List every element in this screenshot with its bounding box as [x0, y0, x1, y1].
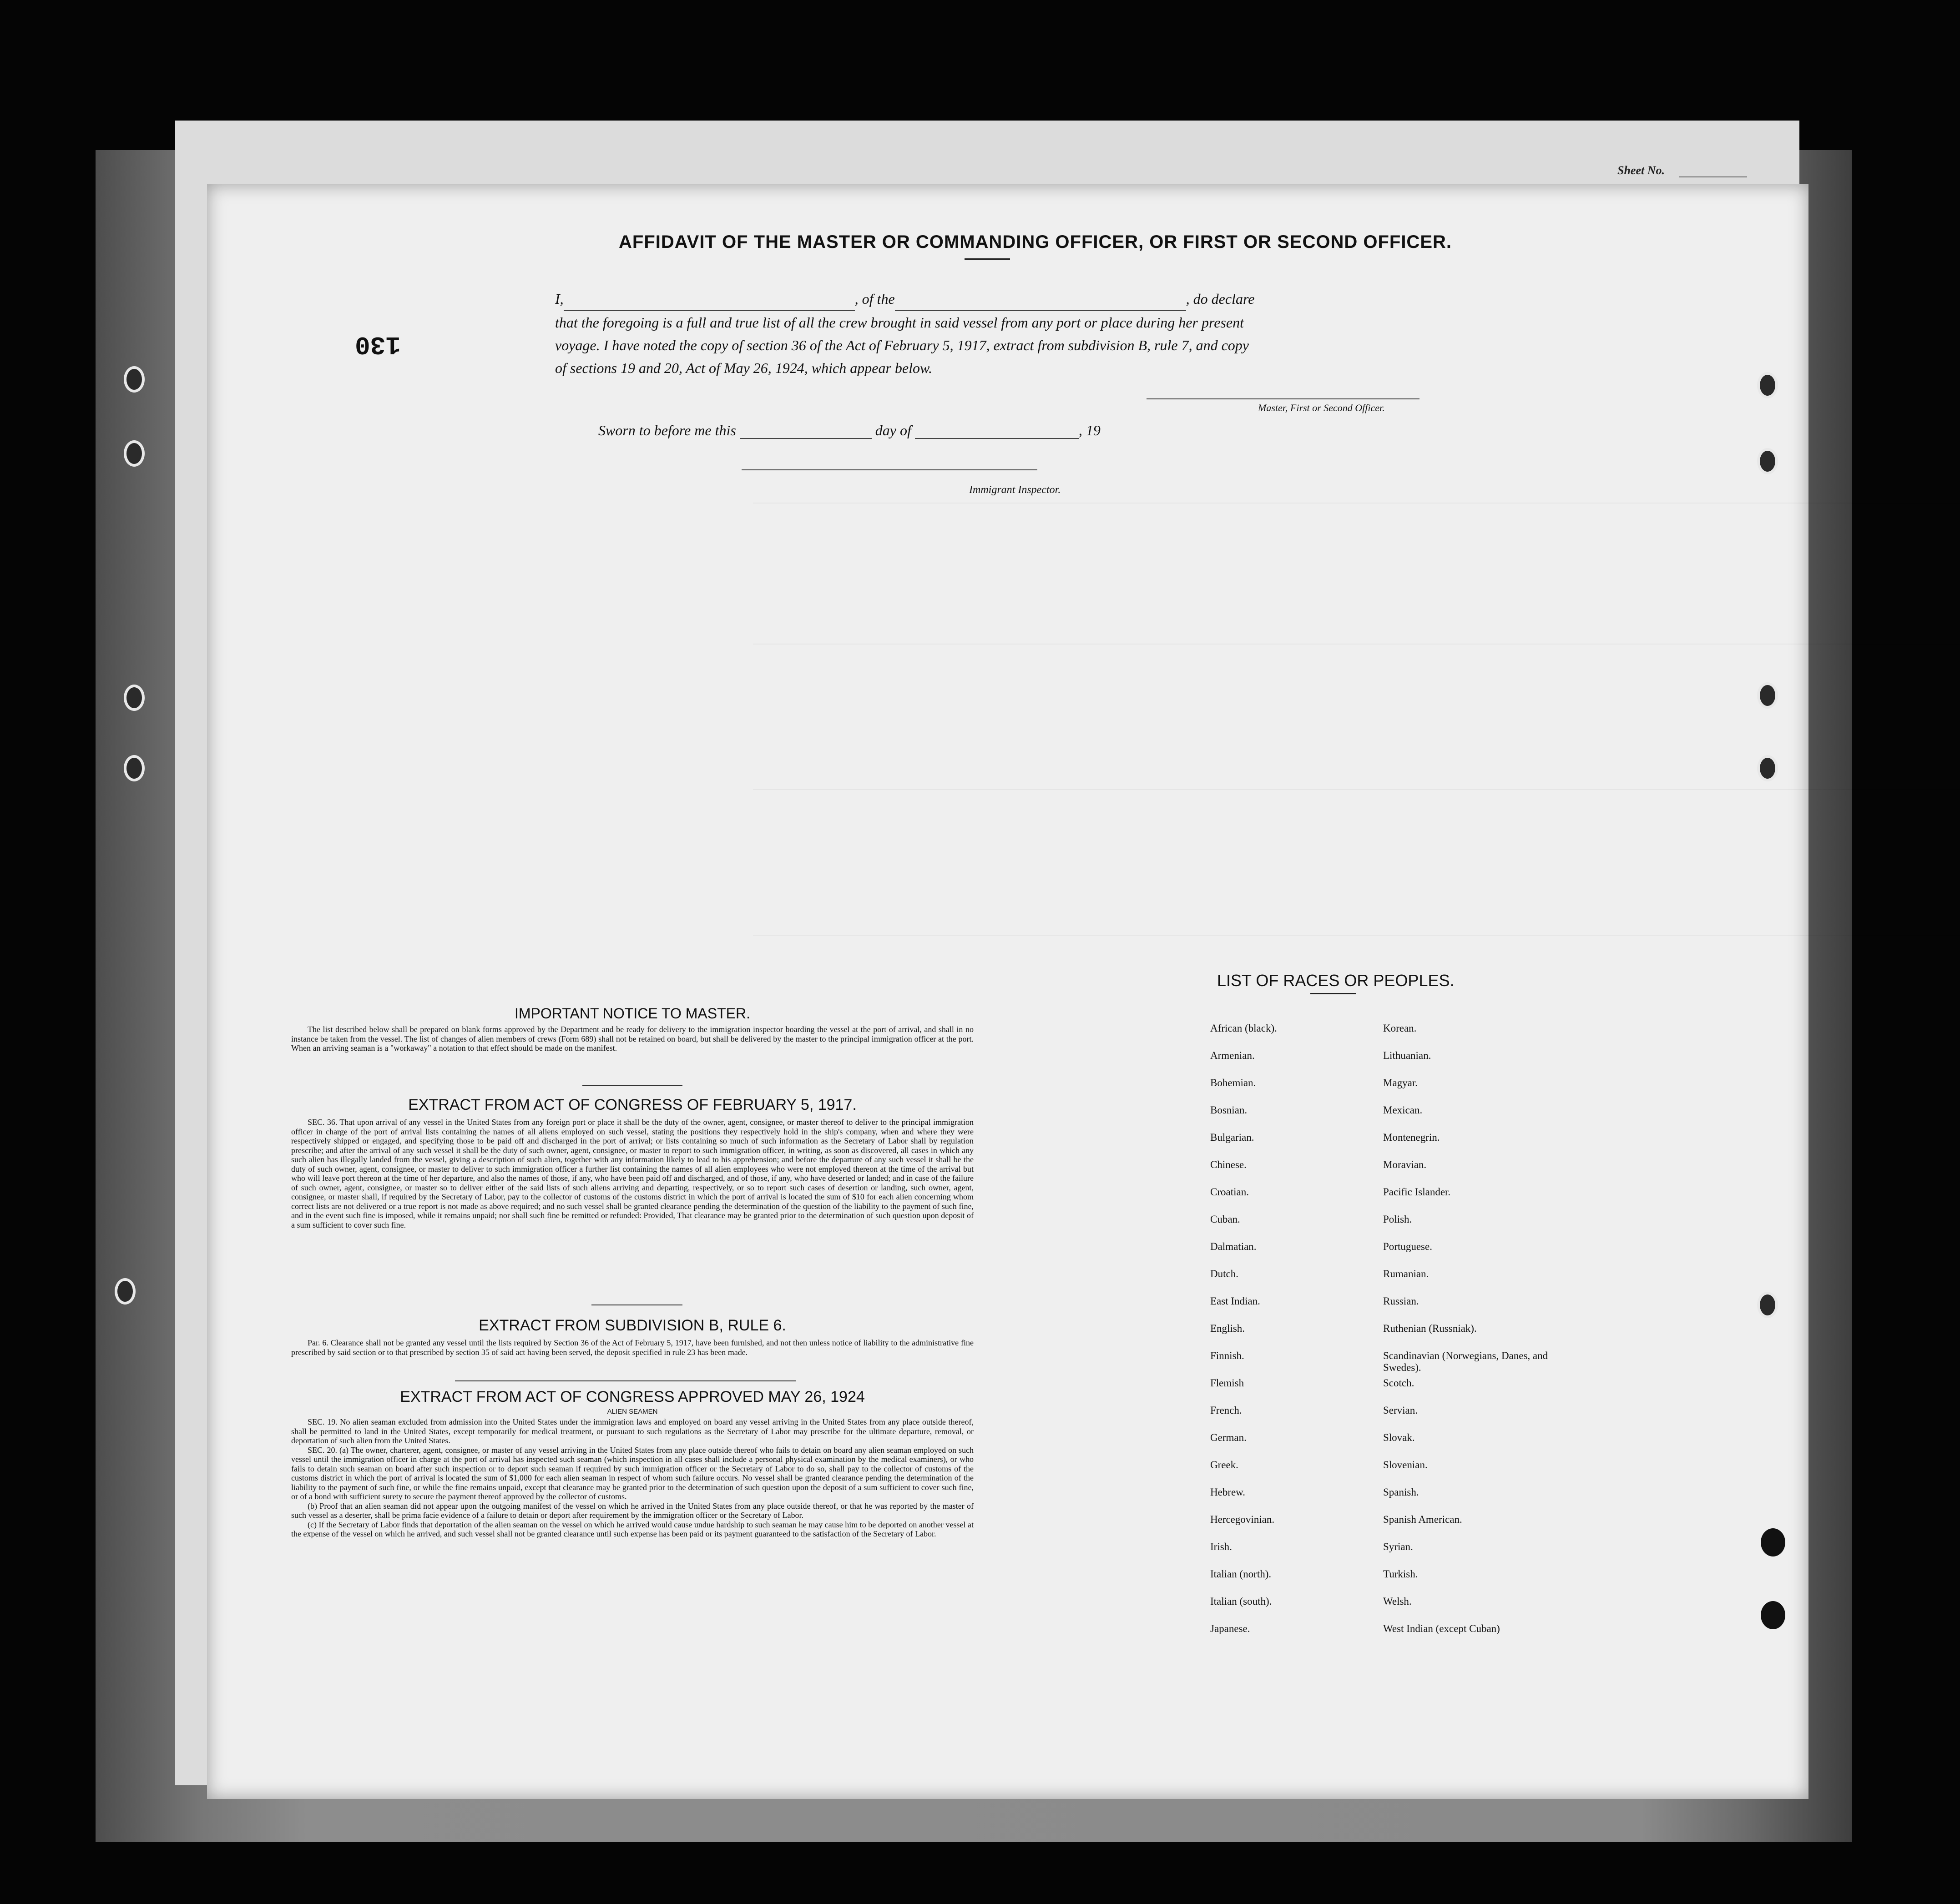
binder-hole — [1757, 682, 1778, 709]
race-item: Ruthenian (Russniak). — [1383, 1323, 1477, 1334]
race-item: African (black). — [1210, 1023, 1277, 1034]
affidavit-line-1 — [555, 287, 1492, 311]
race-item: Magyar. — [1383, 1077, 1418, 1088]
bleed-through-line — [753, 935, 1960, 936]
affidavit-text — [555, 287, 1492, 379]
races-left-column — [1201, 1023, 1392, 1650]
race-item: French. — [1210, 1405, 1242, 1416]
bleed-through-line — [753, 644, 1960, 645]
affidavit-line-4: of sections 19 and 20, Act of May 26, 1924, which appear below. — [555, 360, 932, 376]
race-item: Rumanian. — [1383, 1268, 1429, 1279]
race-item: Moravian. — [1383, 1159, 1427, 1170]
race-item: Italian (north). — [1210, 1568, 1272, 1580]
affidavit-of-the: , of the — [854, 291, 895, 307]
name-blank — [564, 287, 855, 311]
races-right-column — [1383, 1023, 1574, 1650]
race-item: Spanish American. — [1383, 1514, 1462, 1525]
races-title: LIST OF RACES OR PEOPLES. — [1217, 971, 1455, 990]
extract-1917-text: SEC. 36. That upon arrival of any vessel in the United States from any foreign port or place it shall be the duty of the owner, agent, consignee, or master thereof to deliver to the principal immigration officer in charge of the port of arrival lists containing the names of all aliens employed on such vessel, stating the positions they respectively hold in the ship's company, when and where they were respectively shipped or engaged, and specifying those to be paid off and discharged in the port of arrival; or lists containing so much of such information as the Secretary of Labor shall by regulation prescribe; and after the arrival of any such vessel it shall be the duty of such owner, agent, consignee, or master to report to such immigration officer, in writing, as soon as discovered, all cases in which any such alien has illegally landed from the vessel, giving a description of such alien, together with any information likely to lead to his apprehension; and before the departure of any such vessel it shall be the duty of such owner, agent, consignee, or master to deliver to such immigration officer a further list containing the names of all alien employees who were not employed thereon at the time of the arrival but who will leave port thereon at the time of her departure, and also the names of those, if any, who have been paid off and discharged, and of those, if any, who have deserted or landed; and in case of the failure of such owner, agent, consignee, or master so to deliver either of the said lists of such aliens arriving and departing, respectively, or so to report such cases of desertion or landing, such owner, agent, consignee, or master shall, if required by the Secretary of Labor, pay to the collector of customs of the customs district in which the port of arrival is located the sum of $10 for each alien concerning whom correct lists are not delivered or a true report is not made as above required; and no such vessel shall be granted clearance pending the determination of the question of the liability to the payment of such fine, and in the event such fine is imposed, while it remains unpaid; nor shall such fine be remitted or refunded: Provided, That clearance may be granted prior to the determination of such question upon deposit of a sum sufficient to cover such fine. — [291, 1118, 974, 1229]
race-item: Finnish. — [1210, 1350, 1244, 1361]
important-notice-title: IMPORTANT NOTICE TO MASTER. — [515, 1005, 750, 1022]
signature-line — [1147, 398, 1419, 399]
inspector-label: Immigrant Inspector. — [969, 484, 1061, 496]
sec-20c-text: (c) If the Secretary of Labor finds that deportation of the alien seaman on the vessel on which he arrived would cause undue hardship to such seaman he may cause him to be deported on another vessel at the expense of the vessel on which he arrived, and such vessel shall not be granted clearance until such expense has been paid or its payment guaranteed to the satisfaction of the Secretary of Labor. — [291, 1520, 974, 1538]
sec-20a-text: SEC. 20. (a) The owner, charterer, agent, consignee, or master of any vessel arriving in the United States from any place outside thereof who fails to detain on board any alien seaman employed on such vessel until the immigration officer in charge at the port of arrival has inspected such seaman (which inspection in all cases shall include a personal physical examination by the medical examiners), or who fails to detain such seaman on board after such inspection or to deport such seaman if required by such immigration officer or the Secretary of Labor to do so, shall pay to the collector of customs of the customs district in which the port of arrival is located the sum of $1,000 for each alien seaman in respect of whom such failure occurs. No vessel shall be granted clearance pending the determination of the liability to the payment of such fine, or while the fine remains unpaid, except that clearance may be granted prior to the determination of such question upon the deposit of a sum sufficient to cover such fine, or of a bond with sufficient surety to secure the payment thereof approved by the collector of customs. — [291, 1445, 974, 1501]
race-item: West Indian (except Cuban) — [1383, 1623, 1500, 1634]
section-divider — [582, 1085, 682, 1086]
extract-1917 — [291, 1096, 974, 1229]
important-notice-text: The list described below shall be prepared on blank forms approved by the Department and be ready for delivery to the immigration inspector boarding the vessel at the port of arrival, and shall in no instance be taken from the vessel. The list of changes of alien members of crews (Form 689) shall not be retained on board, but shall be delivered by the master to the principal immigration officer at the port. When an arriving seaman is a "workaway" a notation to that effect should be made on the manifest. — [291, 1025, 974, 1053]
race-item: Chinese. — [1210, 1159, 1247, 1170]
binder-hole — [1761, 1528, 1785, 1556]
sheet-number-label: Sheet No. — [1617, 164, 1665, 177]
race-item: Dutch. — [1210, 1268, 1238, 1279]
extract-1924-title: EXTRACT FROM ACT OF CONGRESS APPROVED MAY 26, 1924 — [400, 1388, 865, 1405]
sworn-day-of: day of — [875, 422, 911, 438]
race-item: Turkish. — [1383, 1568, 1418, 1580]
bleed-through-line — [753, 503, 1960, 504]
race-item: Bulgarian. — [1210, 1132, 1254, 1143]
race-item: Lithuanian. — [1383, 1050, 1431, 1061]
bleed-through-line — [753, 789, 1960, 790]
race-item: German. — [1210, 1432, 1247, 1443]
race-item: Scandinavian (Norwegians, Danes, and Swedes). — [1383, 1350, 1548, 1373]
extract-1924-subtitle: ALIEN SEAMEN — [607, 1408, 658, 1415]
signature-label: Master, First or Second Officer. — [1258, 402, 1385, 413]
race-item: Irish. — [1210, 1541, 1232, 1552]
vessel-blank — [895, 287, 1186, 311]
race-item: Welsh. — [1383, 1596, 1412, 1607]
extract-1924 — [291, 1388, 974, 1539]
races-title-rule — [1310, 993, 1356, 994]
race-item: Dalmatian. — [1210, 1241, 1257, 1252]
binder-hole — [1757, 755, 1778, 781]
affidavit-line-3: voyage. I have noted the copy of section 36 of the Act of February 5, 1917, extract from subdivision B, rule 7, and copy — [555, 337, 1249, 353]
race-item: Bosnian. — [1210, 1104, 1248, 1116]
race-item: Mexican. — [1383, 1104, 1423, 1116]
important-notice — [291, 1005, 974, 1053]
binder-hole — [124, 685, 145, 711]
race-item: Servian. — [1383, 1405, 1418, 1416]
race-item: Greek. — [1210, 1459, 1238, 1471]
section-divider — [455, 1380, 796, 1381]
binder-hole — [124, 366, 145, 393]
race-item: Scotch. — [1383, 1377, 1414, 1389]
race-item: Korean. — [1383, 1023, 1417, 1034]
binder-hole — [1757, 372, 1778, 398]
race-item: Slovenian. — [1383, 1459, 1428, 1471]
extract-rule-6-title: EXTRACT FROM SUBDIVISION B, RULE 6. — [479, 1317, 786, 1334]
binder-hole — [115, 1278, 136, 1305]
extract-rule-6 — [291, 1317, 974, 1357]
extract-1917-title: EXTRACT FROM ACT OF CONGRESS OF FEBRUARY 5, 1917. — [408, 1096, 857, 1113]
race-item: Bohemian. — [1210, 1077, 1256, 1088]
race-item: Cuban. — [1210, 1214, 1240, 1225]
sec-19-text: SEC. 19. No alien seaman excluded from admission into the United States under the immigration laws and employed on board any vessel arriving in the United States from any place outside thereof, shall be permitted to land in the United States, except temporarily for medical treatment, or pursuant to such regulations as the Secretary of Labor may prescribe for the ultimate departure, removal, or deportation of such alien from the United States. — [291, 1417, 974, 1445]
race-item: Italian (south). — [1210, 1596, 1272, 1607]
sec-20b-text: (b) Proof that an alien seaman did not appear upon the outgoing manifest of the vessel on which he arrived in the United States from any place outside thereof, or that he was reported by the master of such vessel as a deserter, shall be prima facie evidence of a failure to detain or deport after requirement by the immigration officer or the Secretary of Labor. — [291, 1501, 974, 1520]
sworn-prefix: Sworn to before me this — [598, 422, 736, 438]
inspector-line — [742, 469, 1037, 470]
race-item: Flemish — [1210, 1377, 1244, 1389]
race-item: Russian. — [1383, 1295, 1419, 1307]
binder-hole — [1757, 448, 1778, 474]
sheet-number-blank — [1679, 176, 1747, 177]
month-blank — [915, 424, 1079, 439]
day-blank — [740, 424, 872, 439]
sworn-line — [598, 422, 1101, 439]
race-item: Slovak. — [1383, 1432, 1415, 1443]
race-item: Portuguese. — [1383, 1241, 1432, 1252]
race-item: Montenegrin. — [1383, 1132, 1440, 1143]
race-item: Armenian. — [1210, 1050, 1255, 1061]
affidavit-i: I, — [555, 291, 564, 307]
binder-hole — [1761, 1601, 1785, 1629]
race-item: Polish. — [1383, 1214, 1412, 1225]
extract-rule-6-text: Par. 6. Clearance shall not be granted any vessel until the lists required by Section 36 of the Act of February 5, 1917, have been furnished, and not then unless notice of liability to the administrative fine prescribed by said section or to that prescribed by section 35 of said act having been served, the deposit specified in rule 23 has been made. — [291, 1338, 974, 1357]
binder-hole — [1757, 1292, 1778, 1318]
affidavit-line-2: that the foregoing is a full and true list of all the crew brought in said vessel from any port or place during her present — [555, 314, 1244, 331]
race-item: Hercegovinian. — [1210, 1514, 1275, 1525]
affidavit-declare: , do declare — [1186, 291, 1255, 307]
title-rule — [965, 258, 1010, 260]
race-item: English. — [1210, 1323, 1245, 1334]
sworn-year: , 19 — [1078, 422, 1101, 438]
binder-hole — [124, 755, 145, 781]
binder-hole — [124, 440, 145, 467]
race-item: Hebrew. — [1210, 1486, 1246, 1498]
race-item: East Indian. — [1210, 1295, 1260, 1307]
affidavit-title: AFFIDAVIT OF THE MASTER OR COMMANDING OFFICER, OR FIRST OR SECOND OFFICER. — [619, 232, 1452, 252]
race-item: Spanish. — [1383, 1486, 1419, 1498]
race-item: Croatian. — [1210, 1186, 1249, 1198]
stamp-number: 130 — [355, 330, 401, 359]
race-item: Syrian. — [1383, 1541, 1413, 1552]
race-item: Pacific Islander. — [1383, 1186, 1451, 1198]
race-item: Japanese. — [1210, 1623, 1250, 1634]
